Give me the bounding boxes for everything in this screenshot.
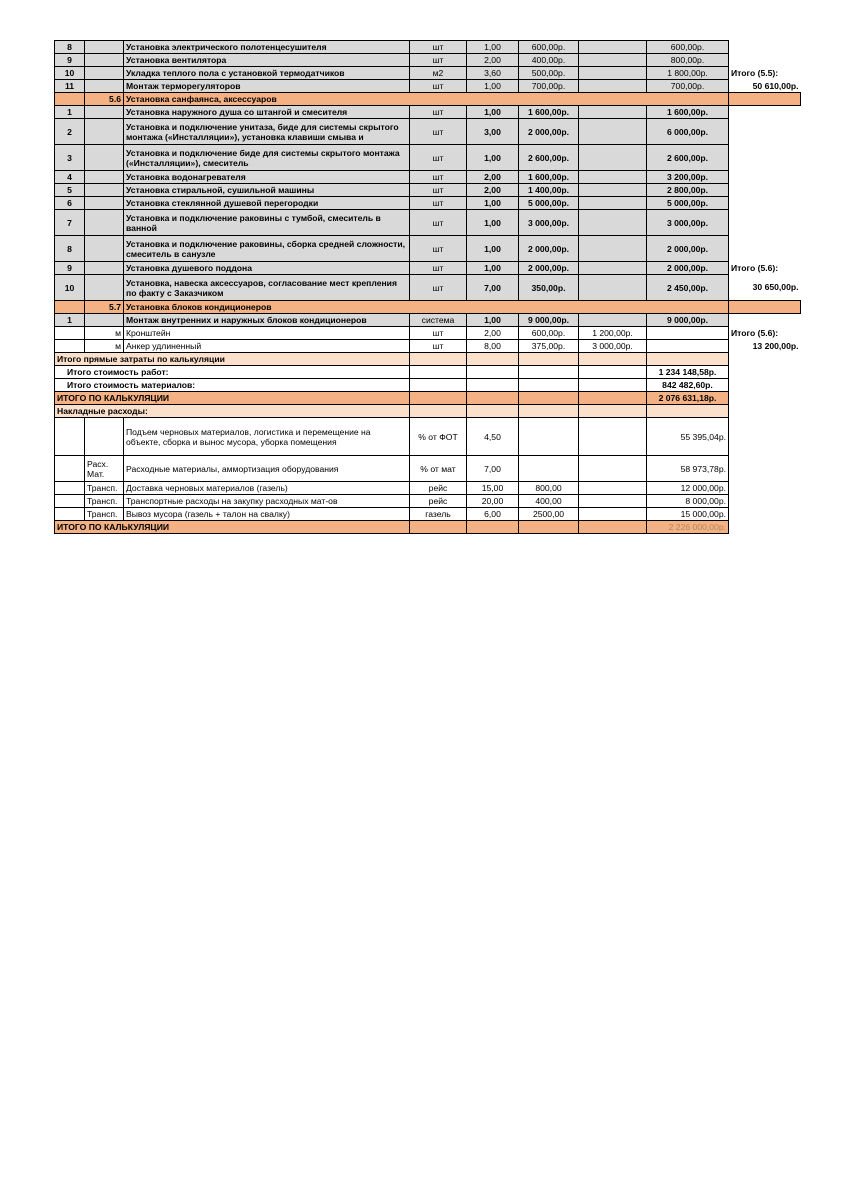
empty-cell bbox=[467, 366, 519, 379]
work-row bbox=[55, 236, 801, 262]
work-row bbox=[55, 145, 801, 171]
grand-total-label: ИТОГО ПО КАЛЬКУЛЯЦИИ bbox=[55, 392, 410, 405]
row-total: 2 000,00р. bbox=[647, 262, 729, 275]
row-number: 4 bbox=[55, 171, 85, 184]
empty-cell bbox=[467, 392, 519, 405]
row-total: 15 000,00р. bbox=[647, 508, 729, 521]
row-total: 2 000,00р. bbox=[647, 236, 729, 262]
empty-cell bbox=[519, 366, 579, 379]
row-name: Кронштейн bbox=[124, 327, 410, 340]
row-total: 3 200,00р. bbox=[647, 171, 729, 184]
empty-cell bbox=[647, 405, 729, 418]
section-header-row bbox=[55, 93, 801, 106]
side-cell bbox=[729, 456, 801, 482]
work-row bbox=[55, 275, 801, 301]
section-code: 5.6 bbox=[85, 93, 124, 106]
row-tag bbox=[85, 145, 124, 171]
section-header-row bbox=[55, 301, 801, 314]
section-subtotal: 13 200,00р. bbox=[729, 340, 801, 353]
row-qty: 2,00 bbox=[467, 171, 519, 184]
section-subtotal-label: Итого (5.6): bbox=[729, 262, 801, 275]
section-subtotal-label: Итого (5.5): bbox=[729, 67, 801, 80]
section-code: 5.7 bbox=[85, 301, 124, 314]
row-qty: 1,00 bbox=[467, 197, 519, 210]
empty-cell bbox=[467, 379, 519, 392]
row-total: 55 395,04р. bbox=[647, 418, 729, 456]
row-total: 12 000,00р. bbox=[647, 482, 729, 495]
row-qty: 1,00 bbox=[467, 262, 519, 275]
row-material bbox=[579, 106, 647, 119]
row-material bbox=[579, 236, 647, 262]
final-total-row bbox=[55, 521, 801, 534]
row-number: 3 bbox=[55, 145, 85, 171]
empty-cell bbox=[579, 405, 647, 418]
row-unit: шт bbox=[410, 80, 467, 93]
direct-costs-header: Итого прямые затраты по калькуляции bbox=[55, 353, 410, 366]
row-number bbox=[55, 93, 85, 106]
material-row bbox=[55, 327, 801, 340]
empty-cell bbox=[410, 392, 467, 405]
empty-cell bbox=[410, 353, 467, 366]
row-number bbox=[55, 508, 85, 521]
row-name: Установка стеклянной душевой перегородки bbox=[124, 197, 410, 210]
row-total: 600,00р. bbox=[647, 41, 729, 54]
row-qty: 1,00 bbox=[467, 210, 519, 236]
row-price: 9 000,00р. bbox=[519, 314, 579, 327]
row-total: 2 800,00р. bbox=[647, 184, 729, 197]
row-unit: шт bbox=[410, 41, 467, 54]
row-qty: 1,00 bbox=[467, 106, 519, 119]
row-price: 400,00 bbox=[519, 495, 579, 508]
row-material bbox=[579, 456, 647, 482]
row-price: 2500,00 bbox=[519, 508, 579, 521]
row-name: Анкер удлиненный bbox=[124, 340, 410, 353]
work-row bbox=[55, 184, 801, 197]
row-tag bbox=[85, 418, 124, 456]
row-name: Установка наружного душа со штангой и смесителя bbox=[124, 106, 410, 119]
overhead-row bbox=[55, 495, 801, 508]
row-tag bbox=[85, 262, 124, 275]
row-material bbox=[579, 145, 647, 171]
row-number: 8 bbox=[55, 41, 85, 54]
overhead-row bbox=[55, 456, 801, 482]
row-material bbox=[579, 171, 647, 184]
row-number: 11 bbox=[55, 80, 85, 93]
section-subtotal: 30 650,00р. bbox=[729, 275, 801, 301]
section-subtotal-label bbox=[729, 119, 801, 145]
empty-cell bbox=[519, 379, 579, 392]
empty-cell bbox=[410, 366, 467, 379]
row-name: Доставка черновых материалов (газель) bbox=[124, 482, 410, 495]
row-number bbox=[55, 495, 85, 508]
section-subtotal-label bbox=[729, 197, 801, 210]
row-unit: шт bbox=[410, 171, 467, 184]
calculation-table bbox=[54, 40, 801, 534]
row-number bbox=[55, 340, 85, 353]
row-price: 3 000,00р. bbox=[519, 210, 579, 236]
work-row bbox=[55, 106, 801, 119]
row-name: Укладка теплого пола с установкой термодатчиков bbox=[124, 67, 410, 80]
overhead-header: Накладные расходы: bbox=[55, 405, 410, 418]
row-material bbox=[579, 314, 647, 327]
row-unit: шт bbox=[410, 210, 467, 236]
section-subtotal-label bbox=[729, 145, 801, 171]
side-cell bbox=[729, 495, 801, 508]
row-qty: 1,00 bbox=[467, 236, 519, 262]
row-name: Установка, навеска аксессуаров, согласование мест крепления по факту с Заказчиком bbox=[124, 275, 410, 301]
row-tag bbox=[85, 210, 124, 236]
totals-value: 842 482,60р. bbox=[647, 379, 729, 392]
row-number: 1 bbox=[55, 106, 85, 119]
empty-cell bbox=[579, 366, 647, 379]
row-name: Установка и подключение раковины с тумбой, смеситель в ванной bbox=[124, 210, 410, 236]
row-number bbox=[55, 418, 85, 456]
row-material: 3 000,00р. bbox=[579, 340, 647, 353]
row-unit: газель bbox=[410, 508, 467, 521]
row-number: 7 bbox=[55, 210, 85, 236]
row-price bbox=[519, 418, 579, 456]
row-unit: % от ФОТ bbox=[410, 418, 467, 456]
row-material bbox=[579, 495, 647, 508]
empty-cell bbox=[467, 353, 519, 366]
row-number: 1 bbox=[55, 314, 85, 327]
row-material bbox=[579, 119, 647, 145]
row-price: 700,00р. bbox=[519, 80, 579, 93]
calculation-sheet bbox=[54, 40, 800, 534]
row-total: 800,00р. bbox=[647, 54, 729, 67]
row-qty: 6,00 bbox=[467, 508, 519, 521]
section-subtotal-label bbox=[729, 184, 801, 197]
row-name: Установка и подключение унитаза, биде для системы скрытого монтажа («Инсталляции»), установка клавиши смыва и bbox=[124, 119, 410, 145]
totals-row bbox=[55, 379, 801, 392]
row-name: Вывоз мусора (газель + талон на свалку) bbox=[124, 508, 410, 521]
side-cell bbox=[729, 366, 801, 379]
row-tag bbox=[85, 106, 124, 119]
side-cell bbox=[729, 314, 801, 327]
row-tag: Расх. Мат. bbox=[85, 456, 124, 482]
work-row bbox=[55, 314, 801, 327]
row-unit: шт bbox=[410, 262, 467, 275]
row-name: Установка и подключение раковины, сборка средней сложности, смеситель в санузле bbox=[124, 236, 410, 262]
section-subtotal: 50 610,00р. bbox=[729, 80, 801, 93]
empty-cell bbox=[467, 521, 519, 534]
work-row bbox=[55, 80, 801, 93]
row-price: 600,00р. bbox=[519, 41, 579, 54]
row-unit: шт bbox=[410, 106, 467, 119]
row-price bbox=[519, 456, 579, 482]
row-qty: 1,00 bbox=[467, 41, 519, 54]
row-tag bbox=[85, 119, 124, 145]
row-tag bbox=[85, 275, 124, 301]
row-unit: шт bbox=[410, 327, 467, 340]
empty-cell bbox=[467, 405, 519, 418]
row-number bbox=[55, 327, 85, 340]
grand-total-row bbox=[55, 392, 801, 405]
row-material bbox=[579, 262, 647, 275]
row-unit: м2 bbox=[410, 67, 467, 80]
row-name: Установка вентилятора bbox=[124, 54, 410, 67]
row-total: 1 600,00р. bbox=[647, 106, 729, 119]
section-title: Установка блоков кондиционеров bbox=[124, 301, 729, 314]
row-name: Установка стиральной, сушильной машины bbox=[124, 184, 410, 197]
section-subtotal-label bbox=[729, 54, 801, 67]
row-tag bbox=[85, 171, 124, 184]
row-qty: 2,00 bbox=[467, 327, 519, 340]
row-name: Расходные материалы, аммортизация оборудования bbox=[124, 456, 410, 482]
row-name: Установка водонагревателя bbox=[124, 171, 410, 184]
row-qty: 1,00 bbox=[467, 314, 519, 327]
final-total-label: ИТОГО ПО КАЛЬКУЛЯЦИИ bbox=[55, 521, 410, 534]
row-total: 5 000,00р. bbox=[647, 197, 729, 210]
side-cell bbox=[729, 379, 801, 392]
side-cell bbox=[729, 508, 801, 521]
section-subtotal-label bbox=[729, 171, 801, 184]
row-tag bbox=[85, 80, 124, 93]
row-number: 10 bbox=[55, 67, 85, 80]
row-total: 3 000,00р. bbox=[647, 210, 729, 236]
row-material bbox=[579, 275, 647, 301]
row-material bbox=[579, 508, 647, 521]
section-subtotal: Итого (5.6): bbox=[729, 327, 801, 340]
row-number: 10 bbox=[55, 275, 85, 301]
row-name: Установка душевого поддона bbox=[124, 262, 410, 275]
work-row bbox=[55, 197, 801, 210]
row-total: 1 800,00р. bbox=[647, 67, 729, 80]
totals-label: Итого стоимость работ: bbox=[55, 366, 410, 379]
row-name: Подъем черновых материалов, логистика и перемещение на объекте, сборка и вынос мусора, уборка помещения bbox=[124, 418, 410, 456]
row-number: 6 bbox=[55, 197, 85, 210]
row-qty: 8,00 bbox=[467, 340, 519, 353]
row-unit: рейс bbox=[410, 495, 467, 508]
row-material bbox=[579, 67, 647, 80]
row-material bbox=[579, 80, 647, 93]
row-qty: 7,00 bbox=[467, 275, 519, 301]
row-price: 2 000,00р. bbox=[519, 262, 579, 275]
empty-cell bbox=[579, 392, 647, 405]
empty-cell bbox=[410, 521, 467, 534]
work-row bbox=[55, 171, 801, 184]
section-title: Установка санфаянса, аксессуаров bbox=[124, 93, 729, 106]
row-unit: % от мат bbox=[410, 456, 467, 482]
row-material bbox=[579, 197, 647, 210]
row-tag bbox=[85, 197, 124, 210]
row-unit: система bbox=[410, 314, 467, 327]
row-unit: шт bbox=[410, 184, 467, 197]
row-tag bbox=[85, 236, 124, 262]
row-unit: шт bbox=[410, 236, 467, 262]
row-price: 500,00р. bbox=[519, 67, 579, 80]
row-tag: Трансп. bbox=[85, 482, 124, 495]
row-qty: 4,50 bbox=[467, 418, 519, 456]
empty-cell bbox=[647, 353, 729, 366]
final-total-value: 2 226 000,00р. bbox=[647, 521, 729, 534]
side-cell bbox=[729, 418, 801, 456]
table-body bbox=[55, 41, 801, 534]
side-cell bbox=[729, 405, 801, 418]
totals-label: Итого стоимость материалов: bbox=[55, 379, 410, 392]
row-price: 2 000,00р. bbox=[519, 119, 579, 145]
row-price: 1 600,00р. bbox=[519, 106, 579, 119]
empty-cell bbox=[579, 379, 647, 392]
row-number bbox=[55, 482, 85, 495]
overhead-row bbox=[55, 482, 801, 495]
row-price: 5 000,00р. bbox=[519, 197, 579, 210]
row-number: 9 bbox=[55, 54, 85, 67]
row-unit: шт bbox=[410, 275, 467, 301]
grand-total-value: 2 076 631,18р. bbox=[647, 392, 729, 405]
work-row bbox=[55, 119, 801, 145]
row-tag: м bbox=[85, 340, 124, 353]
totals-header-row bbox=[55, 353, 801, 366]
overhead-row bbox=[55, 418, 801, 456]
row-qty: 3,00 bbox=[467, 119, 519, 145]
row-price: 375,00р. bbox=[519, 340, 579, 353]
row-tag: м bbox=[85, 327, 124, 340]
row-qty: 15,00 bbox=[467, 482, 519, 495]
row-material bbox=[579, 418, 647, 456]
side-cell bbox=[729, 521, 801, 534]
row-qty: 1,00 bbox=[467, 145, 519, 171]
row-tag bbox=[85, 314, 124, 327]
side-cell bbox=[729, 392, 801, 405]
row-tag bbox=[85, 54, 124, 67]
row-material bbox=[579, 54, 647, 67]
row-price: 400,00р. bbox=[519, 54, 579, 67]
row-total bbox=[647, 327, 729, 340]
row-number bbox=[55, 456, 85, 482]
work-row bbox=[55, 67, 801, 80]
row-tag bbox=[85, 41, 124, 54]
section-subtotal-label bbox=[729, 106, 801, 119]
row-tag: Трансп. bbox=[85, 508, 124, 521]
empty-cell bbox=[579, 521, 647, 534]
row-material bbox=[579, 41, 647, 54]
totals-value: 1 234 148,58р. bbox=[647, 366, 729, 379]
work-row bbox=[55, 41, 801, 54]
row-total: 2 450,00р. bbox=[647, 275, 729, 301]
material-row bbox=[55, 340, 801, 353]
row-total: 9 000,00р. bbox=[647, 314, 729, 327]
row-price: 2 600,00р. bbox=[519, 145, 579, 171]
row-qty: 20,00 bbox=[467, 495, 519, 508]
row-number: 5 bbox=[55, 184, 85, 197]
row-qty: 2,00 bbox=[467, 184, 519, 197]
row-total bbox=[647, 340, 729, 353]
row-name: Установка электрического полотенцесушителя bbox=[124, 41, 410, 54]
overhead-header-row bbox=[55, 405, 801, 418]
row-unit: шт bbox=[410, 340, 467, 353]
row-unit: шт bbox=[410, 119, 467, 145]
row-tag bbox=[85, 184, 124, 197]
row-price: 1 400,00р. bbox=[519, 184, 579, 197]
row-qty: 3,60 bbox=[467, 67, 519, 80]
row-unit: шт bbox=[410, 54, 467, 67]
row-number: 2 bbox=[55, 119, 85, 145]
empty-cell bbox=[410, 379, 467, 392]
row-number: 9 bbox=[55, 262, 85, 275]
totals-row bbox=[55, 366, 801, 379]
overhead-row bbox=[55, 508, 801, 521]
row-material bbox=[579, 210, 647, 236]
row-material bbox=[579, 482, 647, 495]
row-total: 2 600,00р. bbox=[647, 145, 729, 171]
side-cell bbox=[729, 482, 801, 495]
row-qty: 2,00 bbox=[467, 54, 519, 67]
row-name: Монтаж терморегуляторов bbox=[124, 80, 410, 93]
row-price: 350,00р. bbox=[519, 275, 579, 301]
row-total: 700,00р. bbox=[647, 80, 729, 93]
row-price: 600,00р. bbox=[519, 327, 579, 340]
row-total: 8 000,00р. bbox=[647, 495, 729, 508]
empty-cell bbox=[519, 405, 579, 418]
row-tag: Трансп. bbox=[85, 495, 124, 508]
section-subtotal-label bbox=[729, 210, 801, 236]
row-material bbox=[579, 184, 647, 197]
row-tag bbox=[85, 67, 124, 80]
section-subtotal-label bbox=[729, 41, 801, 54]
empty-cell bbox=[519, 392, 579, 405]
empty-cell bbox=[519, 521, 579, 534]
row-number bbox=[55, 301, 85, 314]
row-price: 1 600,00р. bbox=[519, 171, 579, 184]
side-cell bbox=[729, 353, 801, 366]
row-name: Транспортные расходы на закупку расходных мат-ов bbox=[124, 495, 410, 508]
row-total bbox=[729, 93, 801, 106]
row-unit: шт bbox=[410, 145, 467, 171]
work-row bbox=[55, 262, 801, 275]
row-unit: рейс bbox=[410, 482, 467, 495]
row-name: Установка и подключение биде для системы скрытого монтажа («Инсталляции»), смеситель bbox=[124, 145, 410, 171]
row-total: 6 000,00р. bbox=[647, 119, 729, 145]
section-subtotal-label bbox=[729, 236, 801, 262]
work-row bbox=[55, 54, 801, 67]
work-row bbox=[55, 210, 801, 236]
row-unit: шт bbox=[410, 197, 467, 210]
row-total bbox=[729, 301, 801, 314]
row-material: 1 200,00р. bbox=[579, 327, 647, 340]
empty-cell bbox=[410, 405, 467, 418]
row-price: 800,00 bbox=[519, 482, 579, 495]
row-number: 8 bbox=[55, 236, 85, 262]
row-name: Монтаж внутренних и наружных блоков кондиционеров bbox=[124, 314, 410, 327]
empty-cell bbox=[579, 353, 647, 366]
empty-cell bbox=[519, 353, 579, 366]
row-qty: 1,00 bbox=[467, 80, 519, 93]
row-qty: 7,00 bbox=[467, 456, 519, 482]
row-price: 2 000,00р. bbox=[519, 236, 579, 262]
row-total: 58 973,78р. bbox=[647, 456, 729, 482]
